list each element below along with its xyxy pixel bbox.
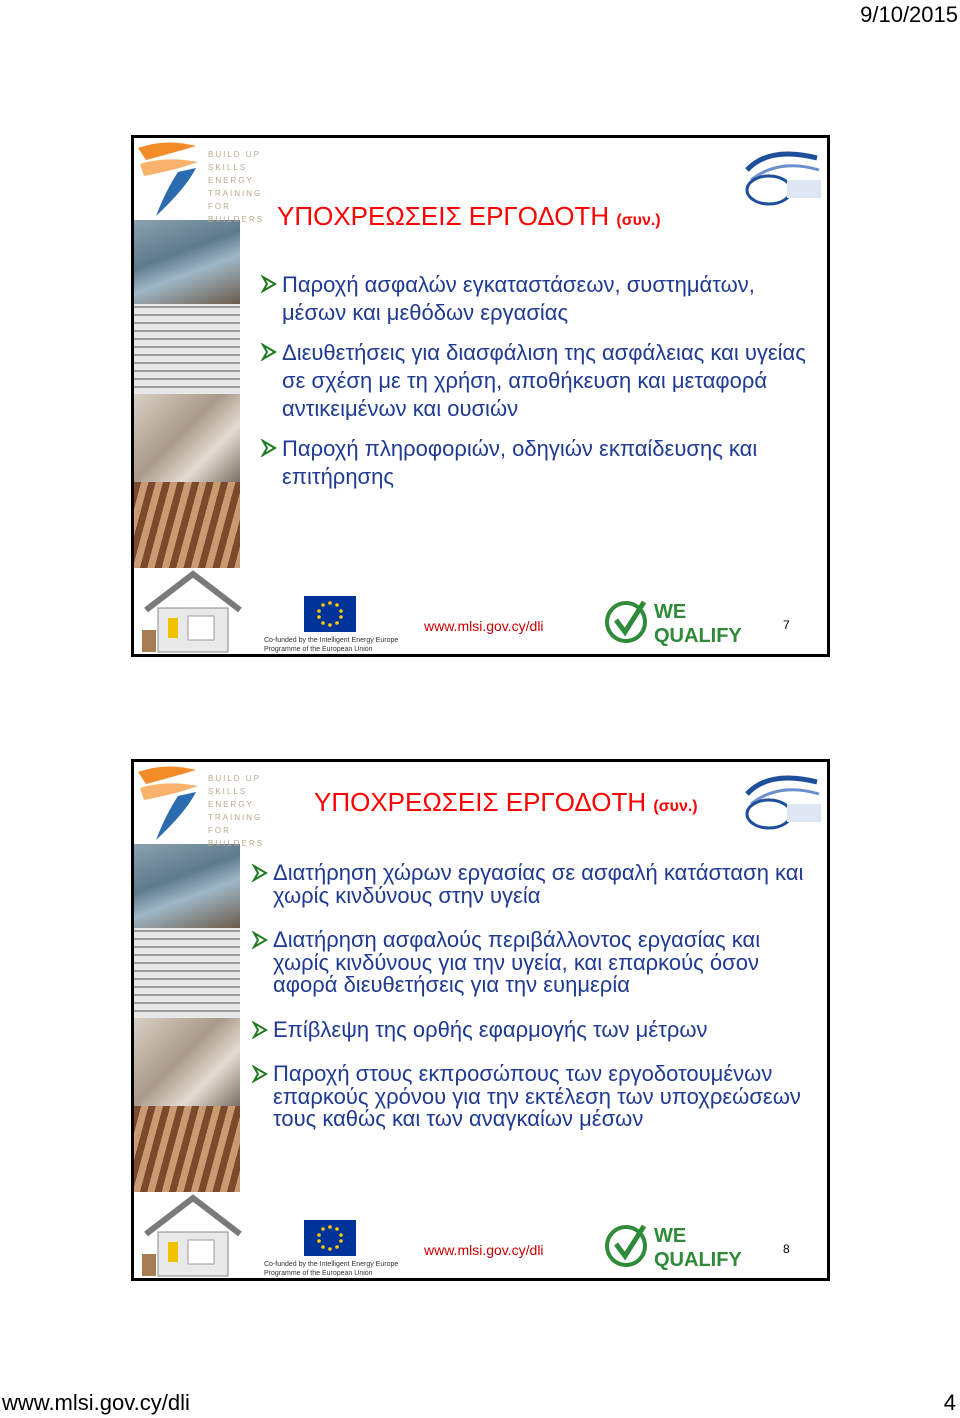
photo-shutters <box>134 928 240 1018</box>
photo-plastering <box>134 394 240 482</box>
bullet-text: Παροχή στους εκπροσώπους των εργοδοτουμένων επαρκούς χρόνου για την εκτέλεση των υποχρεώσεων τους καθώς και των αναγκαίων μέσων <box>273 1061 801 1131</box>
we-qualify-line2: QUALIFY <box>654 1249 742 1271</box>
bullet-item <box>273 862 818 907</box>
buildup-skills-text: BUILD UP SKILLS ENERGY TRAINING FOR BUILDERS <box>208 774 265 848</box>
slide-url: www.mlsi.gov.cy/dli <box>424 618 544 634</box>
bullet-item <box>273 1016 818 1042</box>
bullet-list <box>273 862 818 1153</box>
buildup-skills-logo <box>136 762 266 848</box>
slide-8 <box>131 759 830 1281</box>
we-qualify-logo <box>604 596 754 648</box>
we-qualify-line1: WE <box>654 1225 687 1247</box>
arrow-bullet-icon <box>260 439 278 457</box>
photo-plastering <box>134 1018 240 1106</box>
arrow-bullet-icon <box>260 275 278 293</box>
arrow-bullet-icon <box>251 864 269 882</box>
eu-flag-icon <box>304 1220 356 1256</box>
house-icon <box>138 1194 248 1278</box>
arrow-bullet-icon <box>251 1021 269 1039</box>
photo-pergola <box>134 482 240 568</box>
photo-worker <box>134 220 240 304</box>
buildup-skills-logo <box>136 138 266 224</box>
we-qualify-line1: WE <box>654 601 687 623</box>
eu-cofunded-caption: Co-funded by the Intelligent Energy Europe Programme of the European Union <box>264 1261 399 1277</box>
we-qualify-logo <box>604 1220 754 1272</box>
eu-cofunded-caption: Co-funded by the Intelligent Energy Europe Programme of the European Union <box>264 637 399 653</box>
bullet-text: Επίβλεψη της ορθής εφαρμογής των μέτρων <box>273 1016 708 1042</box>
bullet-text: Διατήρηση χώρων εργασίας σε ασφαλή κατάσταση και χωρίς κινδύνους στην υγεία <box>273 860 804 908</box>
we-qualify-line2: QUALIFY <box>654 625 742 647</box>
house-icon <box>138 570 248 654</box>
slide-title-suffix: (συν.) <box>616 212 661 229</box>
page-date: 9/10/2015 <box>860 2 958 27</box>
bullet-item <box>273 1063 818 1131</box>
bullet-text: Διατήρηση ασφαλούς περιβάλλοντος εργασίας και χωρίς κινδύνους για την υγεία, και επαρκούς όσον αφορά διευθετήσεις για την ευημερία <box>273 927 761 997</box>
bullet-item <box>282 435 812 491</box>
bullet-list <box>282 271 812 503</box>
bullet-item <box>273 929 818 997</box>
bullet-item <box>282 339 812 423</box>
eu-flag-icon <box>304 596 356 632</box>
photo-pergola <box>134 1106 240 1192</box>
slide-title <box>314 787 698 818</box>
bullet-text: Παροχή ασφαλών εγκαταστάσεων, συστημάτων, μέσων και μεθόδων εργασίας <box>282 272 755 325</box>
page-number: 4 <box>943 1390 956 1415</box>
ministry-logo-icon <box>739 768 825 832</box>
slide-title-text: ΥΠΟΧΡΕΩΣΕΙΣ ΕΡΓΟΔΟΤΗ <box>314 787 647 817</box>
slide-7 <box>131 135 830 657</box>
slide-title <box>277 201 661 232</box>
slide-title-text: ΥΠΟΧΡΕΩΣΕΙΣ ΕΡΓΟΔΟΤΗ <box>277 201 610 231</box>
slide-url: www.mlsi.gov.cy/dli <box>424 1242 544 1258</box>
page-footer-url: www.mlsi.gov.cy/dli <box>2 1390 190 1415</box>
bullet-item <box>282 271 812 327</box>
bullet-text: Διευθετήσεις για διασφάλιση της ασφάλειας και υγείας σε σχέση με τη χρήση, αποθήκευση και μεταφορά αντικειμένων και ουσιών <box>282 340 806 421</box>
arrow-bullet-icon <box>251 931 269 949</box>
ministry-logo-icon <box>739 144 825 208</box>
arrow-bullet-icon <box>260 343 278 361</box>
photo-shutters <box>134 304 240 394</box>
slide-title-suffix: (συν.) <box>653 798 698 815</box>
buildup-skills-text: BUILD UP SKILLS ENERGY TRAINING FOR BUILDERS <box>208 150 265 224</box>
slide-number: 8 <box>783 1242 790 1256</box>
arrow-bullet-icon <box>251 1065 269 1083</box>
bullet-text: Παροχή πληροφοριών, οδηγιών εκπαίδευσης και επιτήρησης <box>282 436 758 489</box>
slide-number: 7 <box>783 618 790 632</box>
photo-worker <box>134 844 240 928</box>
